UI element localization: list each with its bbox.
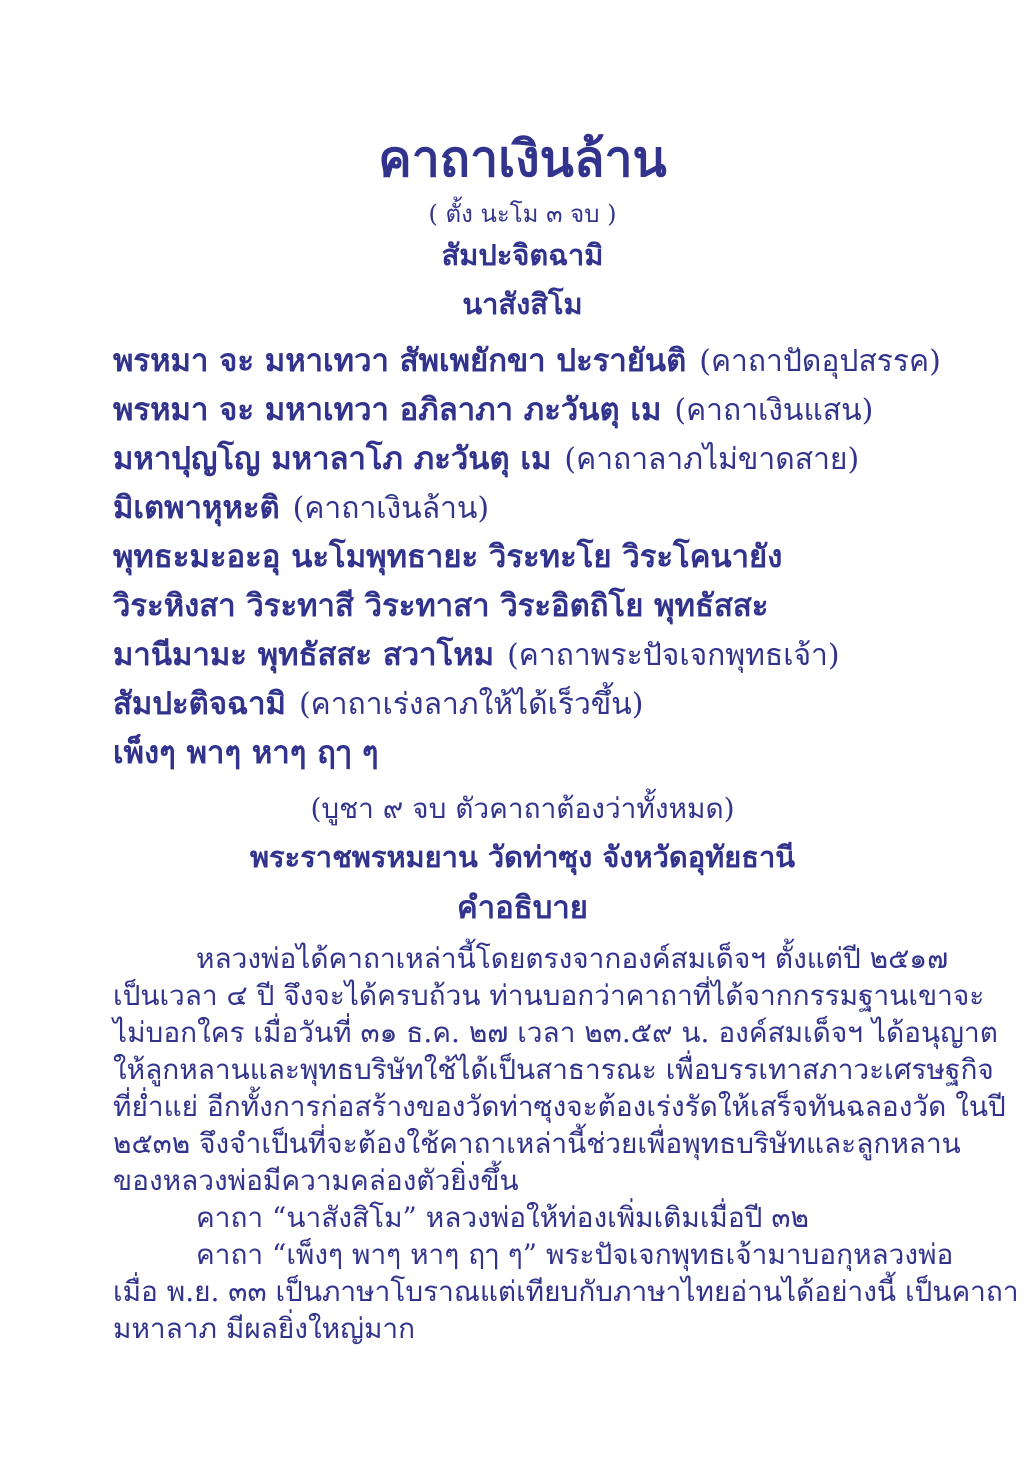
worship-instruction: (บูชา ๙ จบ ตัวคาถาต้องว่าทั้งหมด) xyxy=(310,791,735,825)
katha-block xyxy=(113,337,941,778)
explanation-line: ของหลวงพ่อมีความคล่องตัวยิ่งขึ้น xyxy=(113,1163,519,1197)
explanation-line: คาถา “เพ็งๆ พาๆ หาๆ ฤๅ ๆ” พระปัจเจกพุทธเจ้ามาบอกุหลวงพ่อ xyxy=(196,1237,954,1271)
namo-instruction: ( ตั้ง นะโม ๓ จบ ) xyxy=(428,199,617,228)
explanation-line: มหาลาภ มีผลยิ่งใหญ่มาก xyxy=(113,1311,416,1345)
katha-text: มิเตพาหุหะติ xyxy=(113,489,280,526)
katha-text: สัมปะติจฉามิ xyxy=(113,685,286,722)
katha-line xyxy=(113,680,932,729)
explanation-line: เมื่อ พ.ย. ๓๓ เป็นภาษาโบราณแต่เทียบกับภาษาไทยอ่านได้อย่างนี้ เป็นคาถา xyxy=(113,1274,1019,1308)
explanation-line: เป็นเวลา ๔ ปี จึงจะได้ครบถ้วน ท่านบอกว่าคาถาที่ได้จากกรรมฐานเขาจะ xyxy=(113,978,985,1012)
katha-line xyxy=(113,533,932,582)
katha-line xyxy=(113,729,932,778)
katha-text: มานีมามะ พุทธัสสะ สวาโหม xyxy=(113,636,495,673)
katha-note: (คาถาพระปัจเจกพุทธเจ้า) xyxy=(507,637,840,673)
katha-line xyxy=(113,631,932,680)
katha-text: เพ็งๆ พาๆ หาๆ ฤๅ ๆ xyxy=(113,734,379,771)
explanation-line: หลวงพ่อได้คาถาเหล่านี้โดยตรงจากองค์สมเด็จฯ ตั้งแต่ปี ๒๕๑๗ xyxy=(196,941,949,975)
author-temple-line: พระราชพรหมยาน วัดท่าซุง จังหวัดอุทัยธานี xyxy=(249,839,796,874)
explanation-heading: คำอธิบาย xyxy=(457,890,588,927)
heading-nasangsimo: นาสังสิโม xyxy=(462,286,583,321)
katha-text: พรหมา จะ มหาเทวา สัพเพยักขา ปะรายันติ xyxy=(113,342,687,379)
katha-line xyxy=(113,337,941,386)
explanation-block xyxy=(113,940,1019,1347)
katha-text: พุทธะมะอะอุ นะโมพุทธายะ วิระทะโย วิระโคนายัง xyxy=(113,538,783,575)
katha-note: (คาถาเงินแสน) xyxy=(674,392,874,428)
katha-text: พรหมา จะ มหาเทวา อภิลาภา ภะวันตุ เม xyxy=(113,391,662,428)
katha-text: มหาปุญโญ มหาลาโภ ภะวันตุ เม xyxy=(113,440,552,477)
explanation-line: ให้ลูกหลานและพุทธบริษัทใช้ได้เป็นสาธารณะ เพื่อบรรเทาสภาวะเศรษฐกิจ xyxy=(113,1052,994,1086)
heading-sampajitchami: สัมปะจิตฉามิ xyxy=(441,237,604,272)
explanation-line: ที่ย่ำแย่ อีกทั้งการก่อสร้างของวัดท่าซุงจะต้องเร่งรัดให้เสร็จทันฉลองวัด ในปี xyxy=(113,1089,1006,1123)
katha-line xyxy=(113,386,932,435)
katha-line xyxy=(113,484,932,533)
katha-note: (คาถาลาภไม่ขาดสาย) xyxy=(564,441,860,477)
katha-line xyxy=(113,435,932,484)
katha-note: (คาถาเร่งลาภให้ได้เร็วขึ้น) xyxy=(298,686,644,722)
katha-line xyxy=(113,582,932,631)
explanation-line: ไม่บอกใคร เมื่อวันที่ ๓๑ ธ.ค. ๒๗ เวลา ๒๓.๕๙ น. องค์สมเด็จฯ ได้อนุญาต xyxy=(113,1015,998,1049)
katha-note: (คาถาเงินล้าน) xyxy=(292,490,490,526)
katha-text: วิระหิงสา วิระทาสี วิระทาสา วิระอิตถิโย พุทธัสสะ xyxy=(113,587,769,624)
katha-note: (คาถาปัดอุปสรรค) xyxy=(699,343,941,379)
explanation-line: คาถา “นาสังสิโม” หลวงพ่อให้ท่องเพิ่มเติมเมื่อปี ๓๒ xyxy=(196,1200,809,1234)
explanation-line: ๒๕๓๒ จึงจำเป็นที่จะต้องใช้คาถาเหล่านี้ช่วยเพื่อพุทธบริษัทและลูกหลาน xyxy=(113,1126,961,1160)
page-title: คาถาเงินล้าน xyxy=(378,129,667,188)
